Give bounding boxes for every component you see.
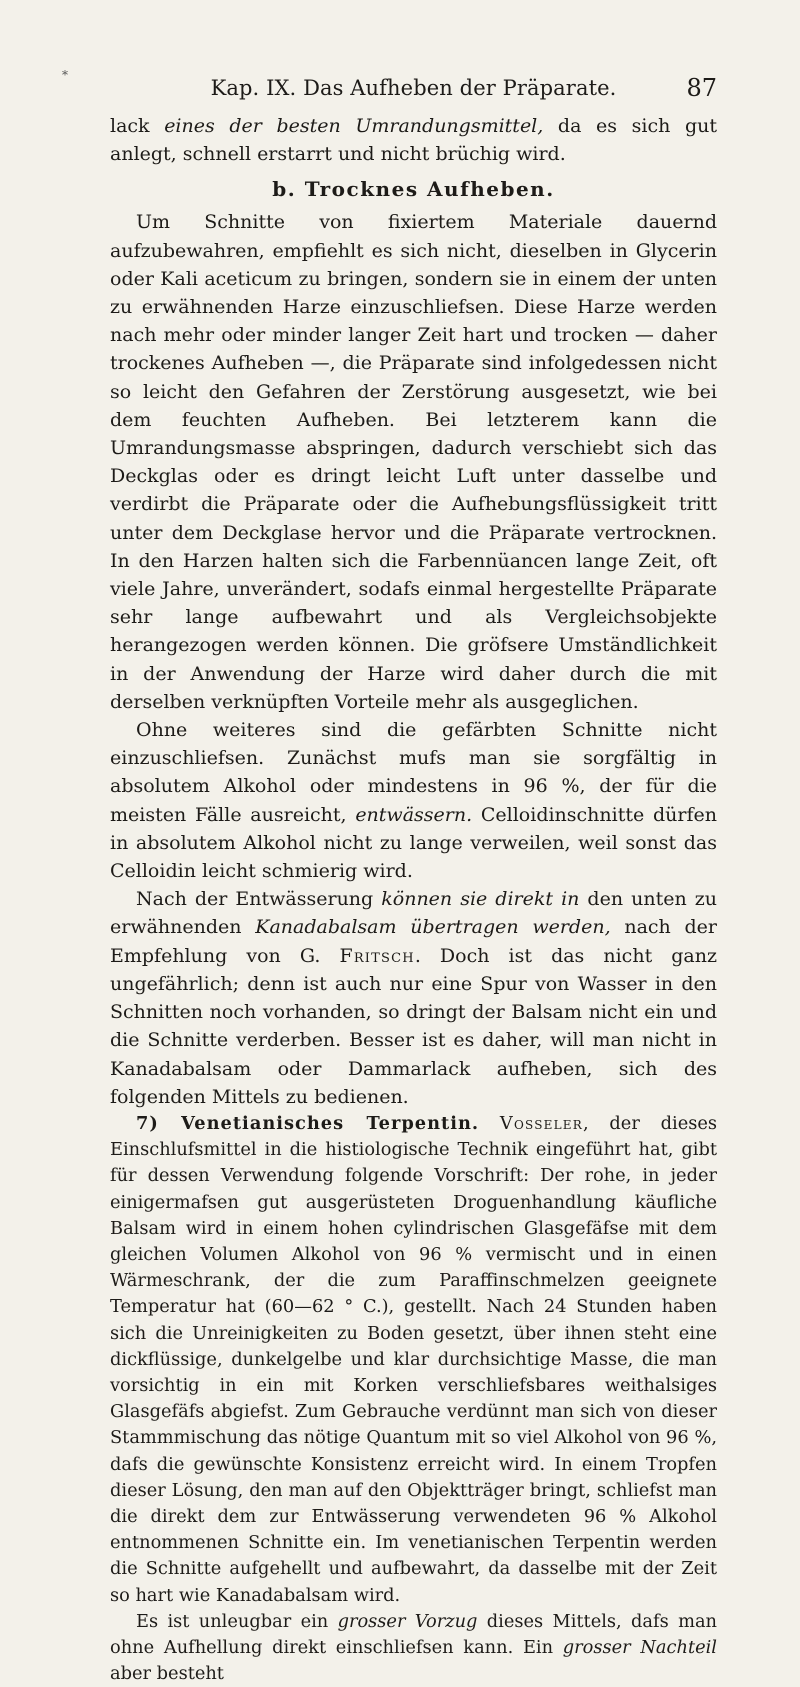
section-heading: b. Trocknes Aufheben.: [272, 177, 555, 202]
paragraph: [110, 885, 717, 1111]
text-run: . Doch ist das nicht ganz ungefährlich; denn ist auch nur eine Spur von Wasser in den Schnitten noch vorhanden, so dringt der Balsam nicht ein und die Schnitte verderben. Besser ist es daher, will man nicht in Kanadabalsam oder Dammarlack aufheben, sich des folgenden Mittels zu bedienen.: [110, 944, 718, 1108]
text-run: Es ist unleugbar ein: [136, 1610, 338, 1632]
running-head: [110, 71, 717, 105]
paragraph-small: [110, 1111, 717, 1609]
text-run: , der dieses Einschlufsmittel in die histiologische Technik eingeführt hat, gibt für dessen Verwendung folgende Vorschrift: Der rohe, in jeder einigermafsen gut ausgerüsteten Droguenhandlung käufliche Balsam wird in einem hohen cylindrischen Glasgefäfse mit dem gleichen Volumen Alkohol von 96 % vermischt und in einen Wärmeschrank, der die zum Paraffinschmelzen geeignete Temperatur hat (60—62 ° C.), gestellt. Nach 24 Stunden haben sich die Unreinigkeiten zu Boden gesetzt, über ihnen steht eine dickflüssige, dunkelgelbe und klar durchsichtige Masse, die man vorsichtig in ein mit Korken verschliefsbares weithalsiges Glasgefäfs abgiefst. Zum Gebrauche verdünnt man sich von dieser Stammmischung das nötige Quantum mit so viel Alkohol von 96 %, dafs die gewünschte Konsistenz erreicht wird. In einem Tropfen dieser Lösung, den man auf den Objektträger bringt, schliefst man die direkt dem zur Entwässerung verwendeten 96 % Alkohol entnommenen Schnitte ein. Im venetianischen Terpentin werden die Schnitte aufgehellt und aufbewahrt, da dasselbe mit der Zeit so hart wie Kanadabalsam wird.: [110, 1112, 717, 1606]
emphasis: entwässern.: [355, 803, 473, 826]
item-label: 7) Venetianisches Terpentin.: [136, 1112, 480, 1134]
page-body: [110, 112, 717, 1687]
emphasis: eines der besten Umrandungsmittel,: [164, 115, 544, 137]
text-run: da es sich gut anlegt, schnell erstarrt und nicht brüchig wird.: [110, 115, 717, 166]
text-run: lack: [110, 115, 165, 137]
paragraph-small: [110, 1609, 717, 1687]
page-number: 87: [686, 74, 717, 102]
emphasis: grosser Vorzug: [337, 1610, 478, 1632]
text-run: Ohne weiteres sind die gefärbten Schnitte nicht einzuschliefsen. Zunächst mufs man sie sorgfältig in absolutem Alkohol oder mindestens in 96 %, der für die meisten Fälle ausreicht,: [110, 719, 717, 826]
emphasis: Kanadabalsam übertragen werden,: [255, 916, 611, 939]
paragraph-continuation: [110, 112, 717, 168]
author-name: Fritsch: [339, 944, 415, 967]
stray-mark: *: [62, 68, 68, 82]
text-run: nach der Empfehlung von G.: [110, 916, 717, 967]
text-run: Nach der Entwässerung: [136, 888, 382, 911]
text-run: Celloidinschnitte dürfen in absolutem Alkohol nicht zu lange verweilen, weil sonst das Celloidin leicht schmierig wird.: [110, 803, 717, 883]
emphasis: grosser Nachteil: [562, 1636, 717, 1658]
text-run: den unten zu erwähnenden: [110, 888, 717, 939]
paragraph: [110, 716, 717, 885]
chapter-title: Kap. IX. Das Aufheben der Präparate.: [210, 76, 617, 100]
author-name: Vosseler: [499, 1112, 583, 1134]
emphasis: können sie direkt in: [381, 888, 580, 911]
text-run: dieses Mittels, dafs man ohne Aufhellung direkt einschliefsen kann. Ein: [110, 1610, 718, 1658]
paragraph: Um Schnitte von fixiertem Materiale dauernd aufzubewahren, empfiehlt es sich nicht, dieselben in Glycerin oder Kali aceticum zu bringen, sondern sie in einem der unten zu erwähnenden Harze einzuschliefsen. Diese Harze werden nach mehr oder minder langer Zeit hart und trocken — daher trockenes Aufheben —, die Präparate sind infolgedessen nicht so leicht den Gefahren der Zerstörung ausgesetzt, wie bei dem feuchten Aufheben. Bei letzterem kann die Umrandungsmasse abspringen, dadurch verschiebt sich das Deckglas oder es dringt leicht Luft unter dasselbe und verdirbt die Präparate oder die Aufhebungsflüssigkeit tritt unter dem Deckglase hervor und die Präparate vertrocknen. In den Harzen halten sich die Farbennüancen lange Zeit, oft viele Jahre, unverändert, sodafs einmal hergestellte Präparate sehr lange aufbewahrt und als Vergleichsobjekte herangezogen werden können. Die gröfsere Umständlichkeit in der Anwendung der Harze wird daher durch die mit derselben verknüpften Vorteile mehr als ausgeglichen.: [110, 211, 717, 713]
text-run: aber besteht: [110, 1663, 224, 1685]
